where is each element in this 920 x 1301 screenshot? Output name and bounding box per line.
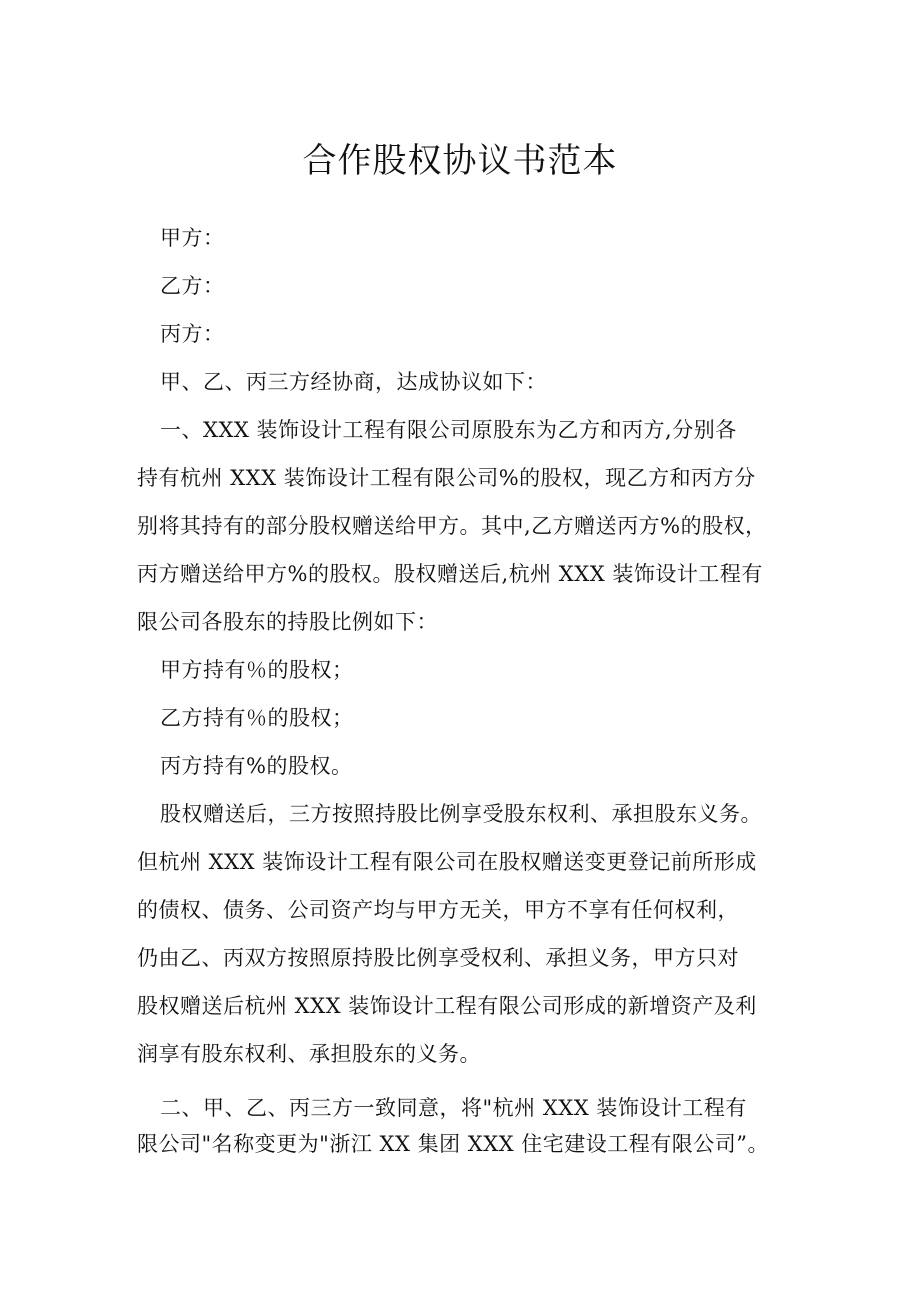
party-a-share: 甲方持有％的股权； <box>160 658 354 682</box>
clause-one-line-5: 限公司各股东的持股比例如下： <box>137 610 438 634</box>
clause-one-line-3: 别将其持有的部分股权赠送给甲方。其中,乙方赠送丙方%的股权， <box>137 514 767 538</box>
clause-two-line-2: 限公司"名称变更为"浙江 XX 集团 XXX 住宅建设工程有限公司”。 <box>137 1132 770 1156</box>
clause-two-line-1: 二、甲、乙、丙三方一致同意，将"杭州 XXX 装饰设计工程有 <box>160 1096 747 1120</box>
clause-one-line-4: 丙方赠送给甲方%的股权。股权赠送后,杭州 XXX 装饰设计工程有 <box>137 562 763 586</box>
clause-one-line-2: 持有杭州 XXX 装饰设计工程有限公司%的股权，现乙方和丙方分 <box>137 466 756 490</box>
party-a-label: 甲方： <box>160 226 225 250</box>
rights-paragraph-line-1: 股权赠送后，三方按照持股比例享受股东权利、承担股东义务。 <box>160 802 762 826</box>
rights-paragraph-line-5: 股权赠送后杭州 XXX 装饰设计工程有限公司形成的新增资产及利 <box>137 994 757 1018</box>
rights-paragraph-line-4: 仍由乙、丙双方按照原持股比例享受权利、承担义务，甲方只对 <box>137 946 739 970</box>
party-b-share: 乙方持有％的股权； <box>160 706 354 730</box>
party-c-share: 丙方持有%的股权。 <box>160 754 353 778</box>
document-title: 合作股权协议书范本 <box>302 141 618 181</box>
rights-paragraph-line-2: 但杭州 XXX 装饰设计工程有限公司在股权赠送变更登记前所形成 <box>137 850 757 874</box>
rights-paragraph-line-3: 的债权、债务、公司资产均与甲方无关，甲方不享有任何权利， <box>137 898 739 922</box>
agreement-intro: 甲、乙、丙三方经协商，达成协议如下： <box>160 370 547 394</box>
clause-one-line-1: 一、XXX 装饰设计工程有限公司原股东为乙方和丙方,分别各 <box>160 418 737 442</box>
party-b-label: 乙方： <box>160 274 225 298</box>
rights-paragraph-line-6: 润享有股东权利、承担股东的义务。 <box>137 1042 481 1066</box>
party-c-label: 丙方： <box>160 322 225 346</box>
